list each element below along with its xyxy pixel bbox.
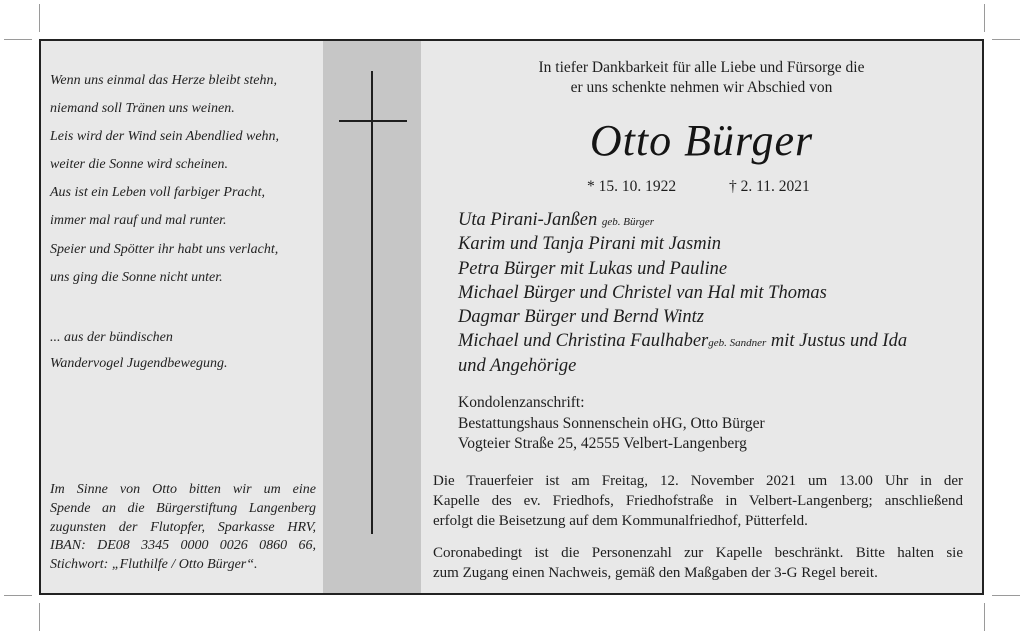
corona-line: Coronabedingt ist die Personenzahl zur Kapelle beschränkt. Bitte halten sie (433, 545, 963, 561)
intro-text (421, 58, 982, 98)
deceased-name: Otto Bürger (589, 116, 814, 165)
family-name: Uta Pirani-Janßen (458, 210, 598, 230)
ceremony-line: Die Trauerfeier ist am Freitag, 12. November 2021 um 13.00 Uhr in der (433, 473, 963, 489)
family-line (458, 329, 907, 353)
ceremony-line: Kapelle des ev. Friedhofs, Friedhofstraße in Velbert-Langenberg; anschließend (433, 492, 963, 509)
condolence-address (458, 393, 765, 455)
death-date: † 2. 11. 2021 (729, 178, 810, 195)
crop-mark (39, 603, 40, 631)
corona-line: zum Zugang einen Nachweis, gemäß den Maßgaben der 3-G Regel bereit. (433, 564, 878, 581)
right-column (421, 41, 982, 593)
address-line: Vogteier Straße 25, 42555 Velbert-Langenberg (458, 435, 747, 452)
donation-line: zugunsten der Flutopfer, Sparkasse HRV, (50, 519, 316, 535)
poem-line: Leis wird der Wind sein Abendlied wehn, (50, 129, 280, 145)
poem-line: Wenn uns einmal das Herze bleibt stehn, (50, 73, 277, 88)
poem-line: Aus ist ein Leben voll farbiger Pracht, (50, 185, 266, 201)
donation-line: Im Sinne von Otto bitten wir um eine (50, 482, 316, 497)
donation-request (50, 481, 316, 575)
family-line: Petra Bürger mit Lukas und Pauline (458, 258, 728, 279)
family-list (458, 208, 907, 378)
crop-mark (984, 4, 985, 32)
family-children: mit Justus und Ida (770, 331, 908, 352)
address-line: Bestattungshaus Sonnenschein oHG, Otto Bürger (458, 414, 765, 432)
corona-notice (433, 544, 963, 584)
crop-mark (992, 39, 1020, 40)
poem-line: Speier und Spötter ihr habt uns verlacht, (50, 241, 279, 257)
crop-mark (4, 39, 32, 40)
obituary-notice (39, 39, 984, 595)
poem (50, 67, 279, 292)
family-line: Michael Bürger und Christel van Hal mit Thomas (458, 282, 827, 303)
note-line: Wandervogel Jugendbewegung. (50, 355, 228, 371)
birth-date: * 15. 10. 1922 (587, 178, 677, 195)
donation-line: IBAN: DE08 3345 0000 0026 0860 66, (50, 538, 316, 554)
cross-band (323, 41, 421, 593)
ceremony-line: erfolgt die Beisetzung auf dem Kommunalfriedhof, Pütterfeld. (433, 512, 808, 529)
poem-line: niemand soll Tränen uns weinen. (50, 101, 235, 117)
poem-line: immer mal rauf und mal runter. (50, 213, 227, 229)
note-line: ... aus der bündischen (50, 330, 173, 345)
ceremony-info (433, 472, 963, 531)
donation-line: Spende an die Bürgerstiftung Langenberg (50, 500, 316, 516)
maiden-name: geb. Bürger (601, 216, 655, 228)
family-line: Karim und Tanja Pirani mit Jasmin (458, 234, 721, 255)
poem-line: uns ging die Sonne nicht unter. (50, 269, 223, 285)
crop-mark (992, 595, 1020, 596)
intro-line: er uns schenkte nehmen wir Abschied von (570, 79, 833, 96)
donation-line: Stichwort: „Fluthilfe / Otto Bürger“. (50, 557, 258, 573)
crop-mark (39, 4, 40, 32)
family-line: Dagmar Bürger und Bernd Wintz (458, 307, 704, 328)
intro-line: In tiefer Dankbarkeit für alle Liebe und Fürsorge die (538, 59, 865, 76)
youth-movement-note (50, 325, 228, 376)
family-name: Michael und Christina Faulhaber (458, 331, 709, 352)
maiden-name: geb. Sandner (708, 337, 767, 350)
cross-icon (371, 71, 373, 534)
crop-mark (984, 603, 985, 631)
family-line: und Angehörige (458, 355, 577, 376)
address-line: Kondolenzanschrift: (458, 394, 585, 411)
cross-icon-bar (339, 120, 407, 122)
family-line (458, 208, 907, 232)
left-column (41, 41, 323, 593)
poem-line: weiter die Sonne wird scheinen. (50, 157, 228, 173)
crop-mark (4, 595, 32, 596)
